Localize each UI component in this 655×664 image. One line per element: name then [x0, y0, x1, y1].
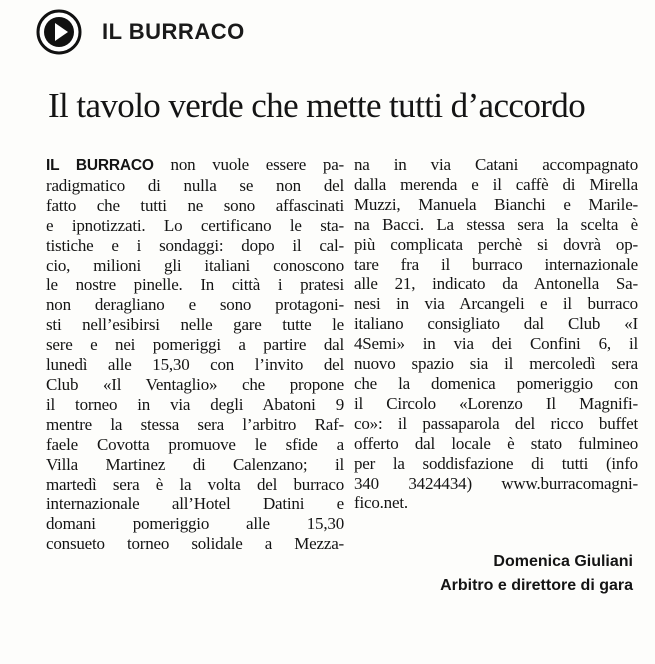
play-icon	[36, 9, 82, 55]
text-line: mentre la stessa sera l’arbitro Raf-	[46, 414, 344, 434]
text-line: Club «Il Ventaglio» che propone	[46, 374, 344, 394]
text-line: tare fra il burraco internazionale	[354, 254, 638, 274]
headline: Il tavolo verde che mette tutti d’accordo	[48, 86, 586, 125]
lead-word: IL BURRACO	[46, 157, 154, 174]
text-line: internazionale all’Hotel Datini e	[46, 494, 344, 514]
text-line: sti nell’esibirsi nelle gare tutte le	[46, 315, 344, 335]
text-line: non deragliano e sono protagoni-	[46, 295, 344, 315]
text-line: domani pomeriggio alle 15,30	[46, 514, 344, 534]
text-line: dalla merenda e il caffè di Mirella	[354, 174, 638, 194]
text-line: che la domenica pomeriggio con	[354, 373, 638, 393]
text-line: radigmatico di nulla se non del	[46, 175, 344, 195]
text-line: co»: il passaparola del ricco buffet	[354, 413, 638, 433]
article-column-right	[354, 155, 638, 513]
text-line: 4Semi» in via dei Confini 6, il	[354, 334, 638, 354]
text-line: cio, milioni gli italiani conoscono	[46, 255, 344, 275]
text-line: più complicata perchè si dovrà op-	[354, 234, 638, 254]
text-line: fatto che tutti ne sono affascinati	[46, 195, 344, 215]
text-line: nesi in via Arcangeli e il burraco	[354, 294, 638, 314]
text-line: Muzzi, Manuela Bianchi e Marile-	[354, 194, 638, 214]
text-line: sere e nei pomeriggi a partire dal	[46, 335, 344, 355]
text-line: alle 21, indicato da Antonella Sa-	[354, 274, 638, 294]
section-label: IL BURRACO	[102, 19, 245, 44]
text-line: offerto dal locale è stato fulmineo	[354, 433, 638, 453]
text-line: faele Covotta promuove le sfide a	[46, 434, 344, 454]
article-column-left	[46, 155, 344, 554]
text-line: nuovo spazio sia il mercoledì sera	[354, 354, 638, 374]
text-line: tistiche e i sondaggi: dopo il cal-	[46, 235, 344, 255]
text-line: na in via Catani accompagnato	[354, 155, 638, 174]
text-line: il Circolo «Lorenzo Il Magnifi-	[354, 393, 638, 413]
text-line: per la soddisfazione di tutti (info	[354, 453, 638, 473]
section-header	[36, 8, 245, 56]
text-line: consueto torneo solidale a Mezza-	[46, 534, 344, 554]
text-line: Villa Martinez di Calenzano; il	[46, 454, 344, 474]
text-line: IL BURRACO non vuole essere pa-	[46, 155, 344, 174]
text-line: italiano consigliato dal Club «I	[354, 314, 638, 334]
author-name: Domenica Giuliani	[493, 553, 633, 570]
text-line: 340 3424434) www.burracomagni-	[354, 473, 638, 493]
signature	[440, 550, 633, 598]
author-role: Arbitro e direttore di gara	[440, 577, 633, 594]
text-line: il torneo in via degli Abatoni 9	[46, 394, 344, 414]
text-line: lunedì alle 15,30 con l’invito del	[46, 355, 344, 375]
text-line: martedì sera è la volta del burraco	[46, 474, 344, 494]
text-line: le nostre pinelle. In città i pratesi	[46, 275, 344, 295]
text-line: fico.net.	[354, 493, 408, 513]
text-line: e ipnotizzati. Lo certificano le sta-	[46, 215, 344, 235]
text-line: na Bacci. La stessa sera la scelta è	[354, 214, 638, 234]
